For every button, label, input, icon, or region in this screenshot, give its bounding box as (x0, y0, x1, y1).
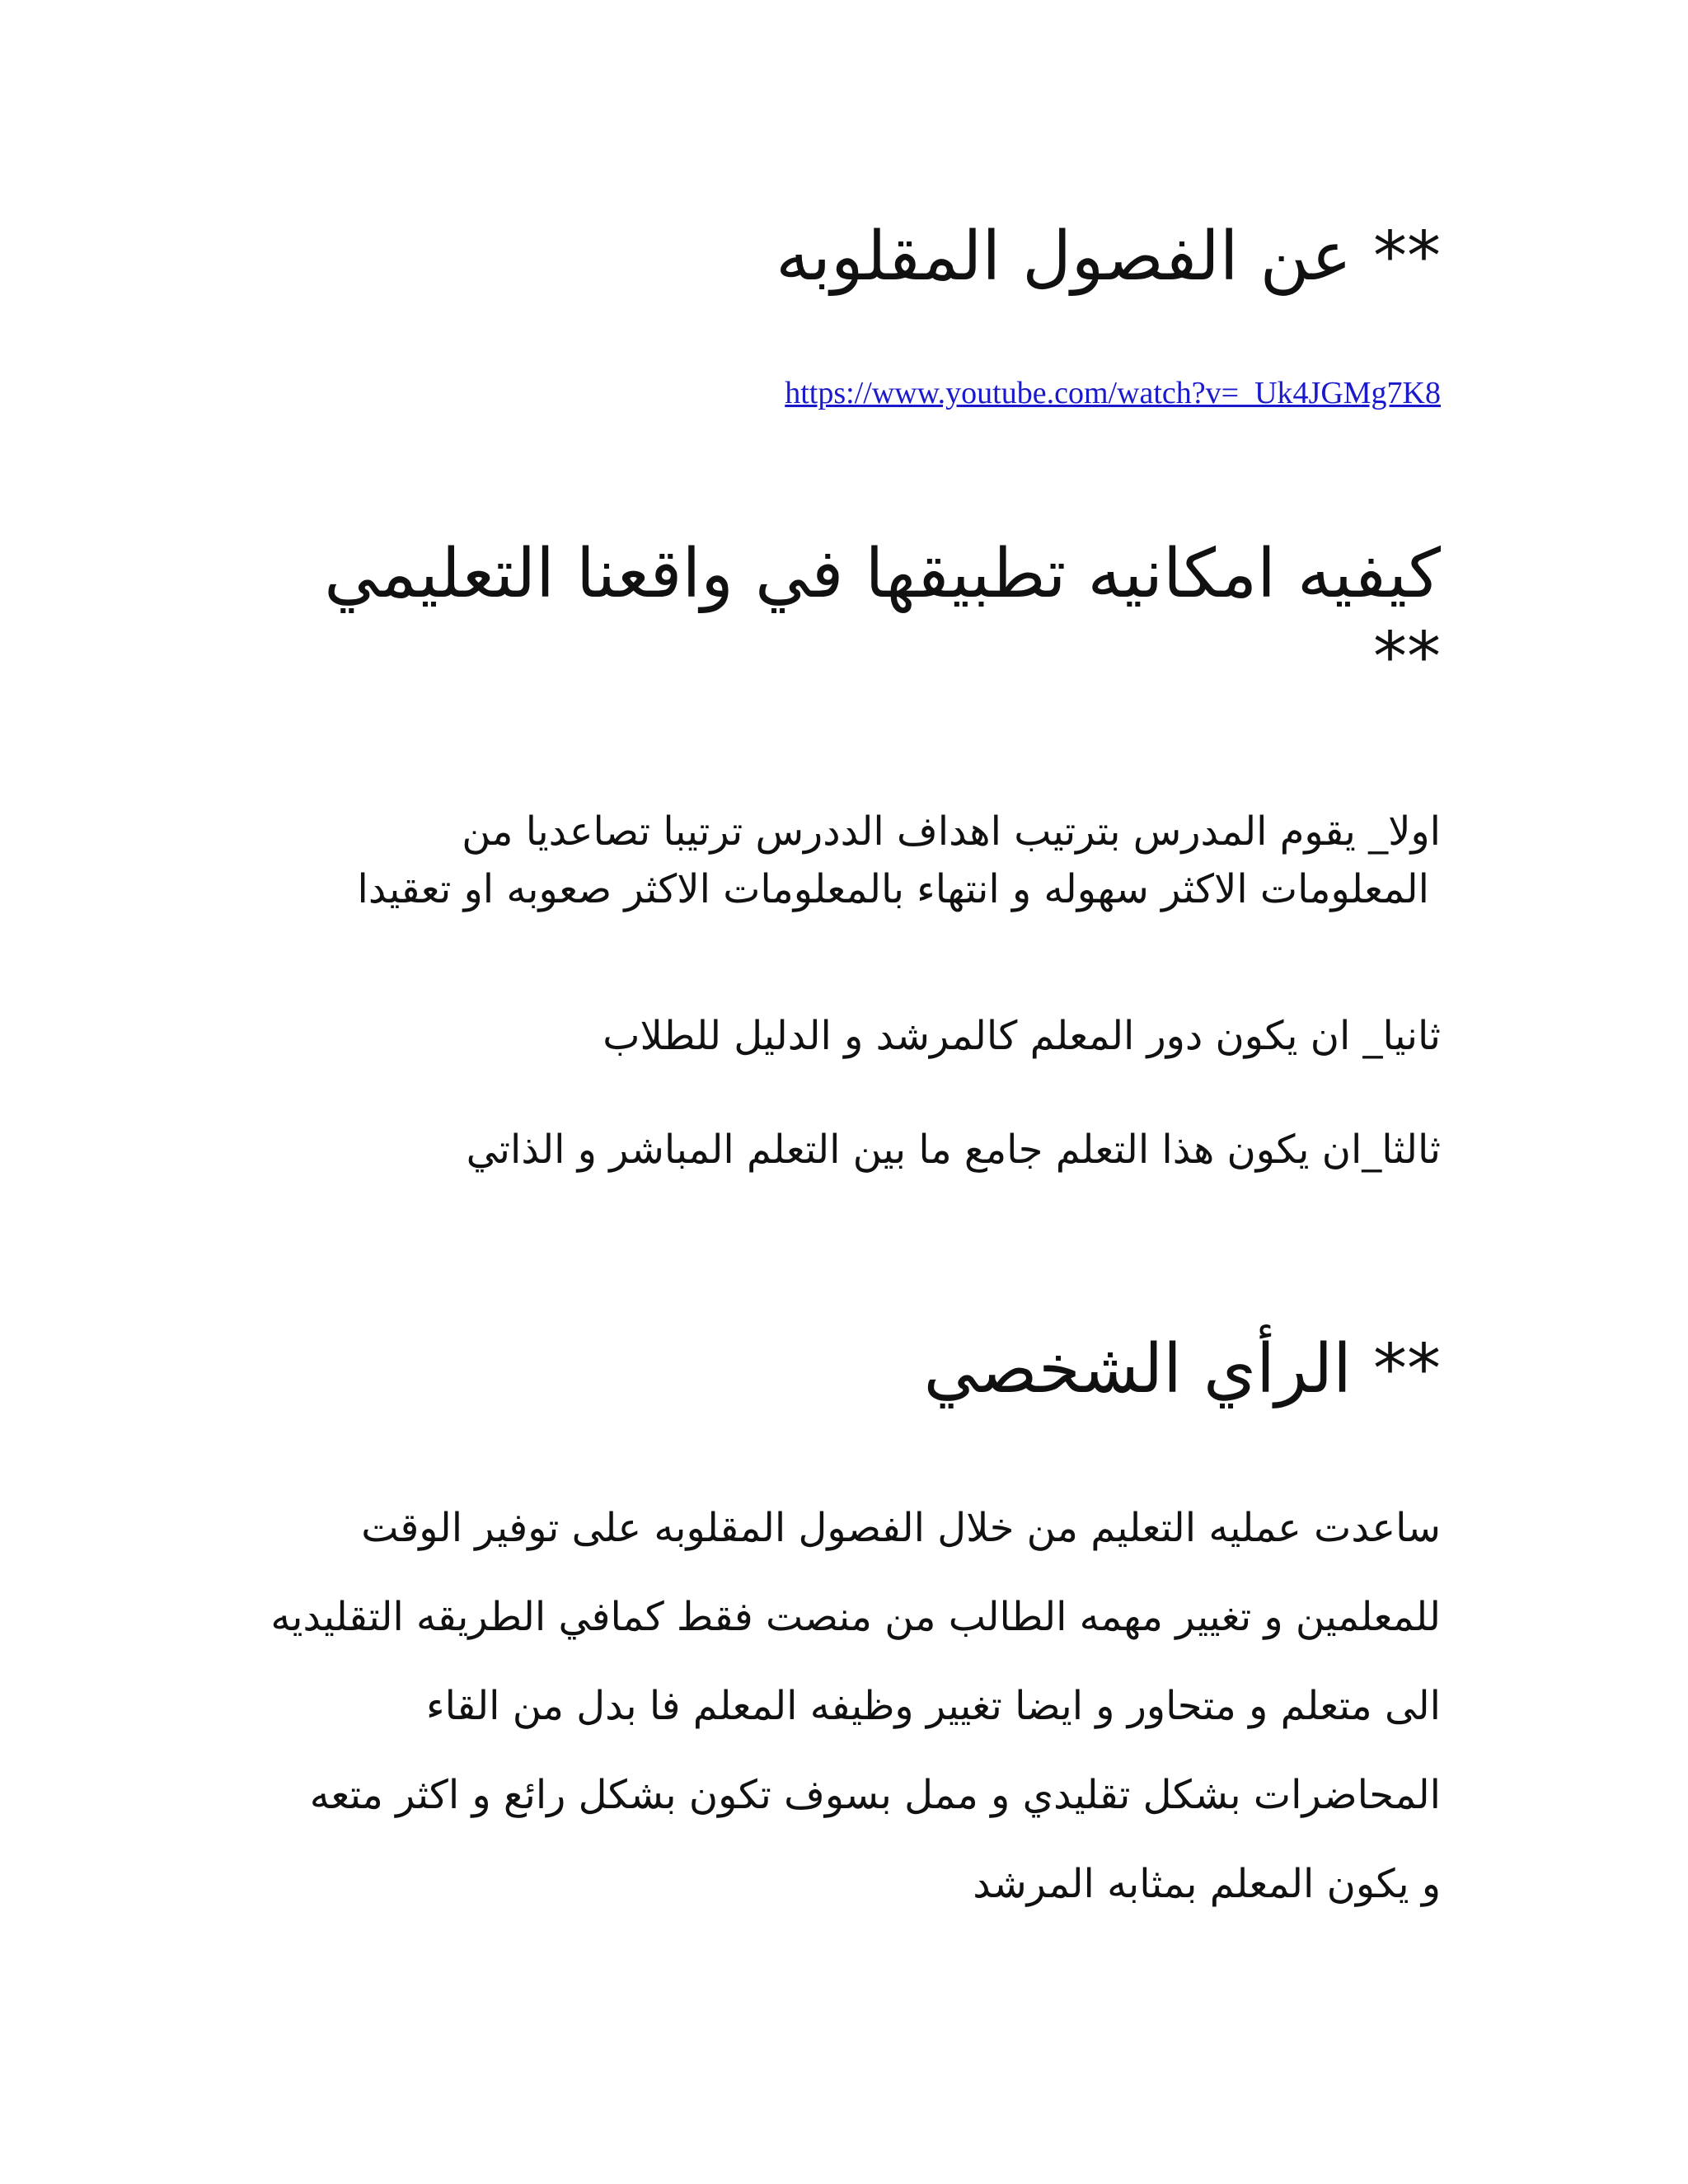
heading-2-line-2: ** (1373, 617, 1441, 696)
heading-1: ** عن الفصول المقلوبه (776, 218, 1441, 296)
point-1-line-1: اولا_ يقوم المدرس بترتيب اهداف الددرس ترتيبا تصاعديا من (462, 808, 1441, 855)
point-3 (246, 1119, 1441, 1180)
opinion-line-4: المحاضرات بشكل تقليدي و ممل بسوف تكون بشكل رائع و اكثر متعه (309, 1772, 1441, 1818)
heading-application (246, 527, 1441, 705)
point-1 (246, 804, 1441, 918)
opinion-line-3: الى متعلم و متحاور و ايضا تغيير وظيفه المعلم فا بدل من القاء (426, 1683, 1441, 1729)
opinion-line-5: و يكون المعلم بمثابه المرشد (973, 1861, 1441, 1907)
opinion-paragraph (246, 1483, 1441, 1929)
heading-flipped-classroom (246, 210, 1441, 305)
point-2-text: ثانيا_ ان يكون دور المعلم كالمرشد و الدليل للطلاب (603, 1013, 1441, 1059)
heading-personal-opinion (246, 1323, 1441, 1418)
youtube-link[interactable]: https://www.youtube.com/watch?v=_Uk4JGMg7K8 (785, 376, 1441, 410)
point-1-line-2: المعلومات الاكثر سهوله و انتهاء بالمعلومات الاكثر صعوبه او تعقيدا (357, 865, 1429, 912)
point-3-text: ثالثا_ان يكون هذا التعلم جامع ما بين التعلم المباشر و الذاتي (466, 1127, 1441, 1173)
opinion-line-1: ساعدت عمليه التعليم من خلال الفصول المقلوبه على توفير الوقت (361, 1505, 1441, 1551)
heading-2-line-1: كيفيه امكانيه تطبيقها في واقعنا التعليمي (324, 535, 1441, 613)
point-2 (246, 1005, 1441, 1066)
video-link-block (246, 375, 1441, 411)
heading-3: ** الرأي الشخصي (923, 1330, 1441, 1408)
opinion-line-2: للمعلمين و تغيير مهمه الطالب من منصت فقط كمافي الطريقه التقليديه (270, 1594, 1441, 1640)
